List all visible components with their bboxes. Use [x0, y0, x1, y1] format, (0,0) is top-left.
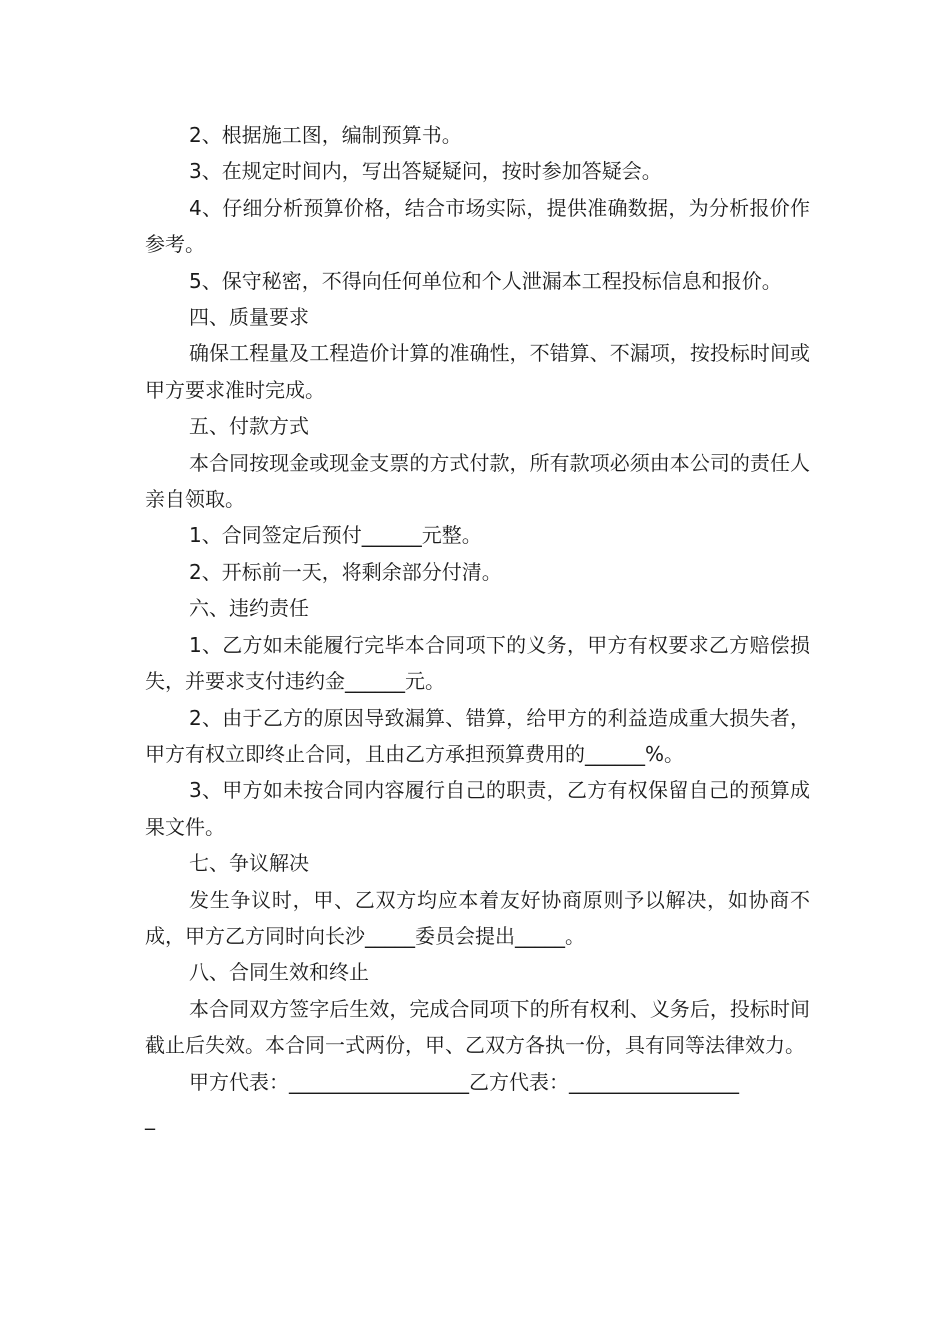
- dispute-resolution-text: 发生争议时，甲、乙双方均应本着友好协商原则予以解决，如协商不成，甲方乙方同时向长沙_____委员会提出_____。: [145, 887, 810, 948]
- section-heading-effectiveness: 八、合同生效和终止: [189, 960, 369, 985]
- section-heading-quality: 四、质量要求: [189, 305, 309, 330]
- section-heading-dispute: 七、争议解决: [189, 851, 309, 876]
- payment-clause-1: 1、合同签定后预付______元整。: [189, 523, 482, 548]
- signature-line: 甲方代表：__________________乙方代表：_________________: [189, 1069, 739, 1094]
- breach-clause-2: 2、由于乙方的原因导致漏算、错算，给甲方的利益造成重大损失者，甲方有权立即终止合同，且由乙方承担预算费用的______%。: [145, 705, 810, 766]
- signature-line-overflow: _: [145, 1105, 155, 1130]
- section-heading-breach: 六、违约责任: [189, 596, 309, 621]
- clause-5-confidentiality: 5、保守秘密，不得向任何单位和个人泄漏本工程投标信息和报价。: [189, 268, 782, 293]
- section-heading-payment: 五、付款方式: [189, 414, 309, 439]
- contract-document: [145, 117, 810, 1136]
- quality-requirements-text: 确保工程量及工程造价计算的准确性，不错算、不漏项，按投标时间或甲方要求准时完成。: [145, 341, 810, 402]
- clause-4-analyze-prices: 4、仔细分析预算价格，结合市场实际，提供准确数据，为分析报价作参考。: [145, 195, 810, 257]
- clause-3-answer-questions: 3、在规定时间内，写出答疑疑问，按时参加答疑会。: [189, 159, 662, 184]
- payment-method-text: 本合同按现金或现金支票的方式付款，所有款项必须由本公司的责任人亲自领取。: [145, 450, 810, 512]
- breach-clause-3: 3、甲方如未按合同内容履行自己的职责，乙方有权保留自己的预算成果文件。: [145, 778, 810, 839]
- effectiveness-text: 本合同双方签字后生效，完成合同项下的所有权利、义务后，投标时间截止后失效。本合同一式两份，甲、乙双方各执一份，具有同等法律效力。: [145, 996, 810, 1058]
- payment-clause-2: 2、开标前一天，将剩余部分付清。: [189, 559, 502, 584]
- clause-2-prepare-budget: 2、根据施工图，编制预算书。: [189, 123, 462, 147]
- breach-clause-1: 1、乙方如未能履行完毕本合同项下的义务，甲方有权要求乙方赔偿损失，并要求支付违约金______元。: [145, 632, 810, 694]
